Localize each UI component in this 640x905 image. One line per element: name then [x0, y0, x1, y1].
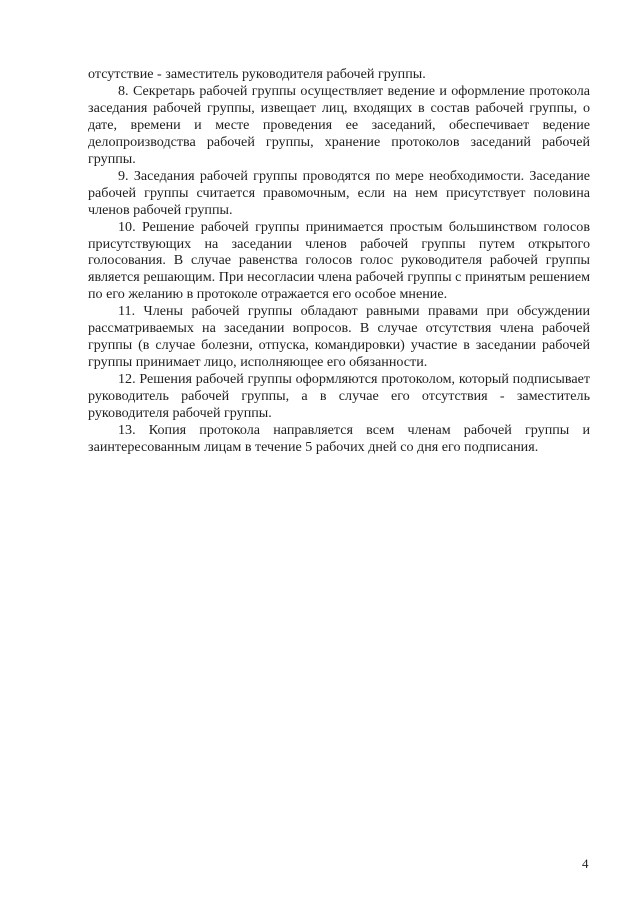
document-body — [88, 66, 590, 456]
paragraph-item-10: 10. Решение рабочей группы принимается простым большинством голосов присутствующих на заседании членов рабочей группы путем открытого голосования. В случае равенства голосов голос руководителя рабочей группы является решающим. При несогласии члена рабочей группы с принятым решением по его желанию в протоколе отражается его особое мнение. — [88, 218, 590, 303]
page-number: 4 — [582, 856, 589, 871]
paragraph-item-9: 9. Заседания рабочей группы проводятся по мере необходимости. Заседание рабочей группы считается правомочным, если на нем присутствует половина членов рабочей группы. — [88, 167, 590, 218]
paragraph-item-13: 13. Копия протокола направляется всем членам рабочей группы и заинтересованным лицам в течение 5 рабочих дней со дня его подписания. — [88, 422, 590, 455]
paragraph-item-8: 8. Секретарь рабочей группы осуществляет ведение и оформление протокола заседания рабочей группы, извещает лиц, входящих в состав рабочей группы, о дате, времени и месте проведения ее заседаний, обеспечивает ведение делопроизводства рабочей группы, хранение протоколов заседаний рабочей группы. — [88, 82, 590, 167]
paragraph-item-11: 11. Члены рабочей группы обладают равными правами при обсуждении рассматриваемых на заседании вопросов. В случае отсутствия члена рабочей группы (в случае болезни, отпуска, командировки) участие в заседании рабочей группы принимает лицо, исполняющее его обязанности. — [88, 303, 590, 371]
paragraph-continuation: отсутствие - заместитель руководителя рабочей группы. — [88, 66, 426, 82]
paragraph-item-12: 12. Решения рабочей группы оформляются протоколом, который подписывает руководитель рабочей группы, а в случае его отсутствия - заместитель руководителя рабочей группы. — [88, 371, 590, 422]
